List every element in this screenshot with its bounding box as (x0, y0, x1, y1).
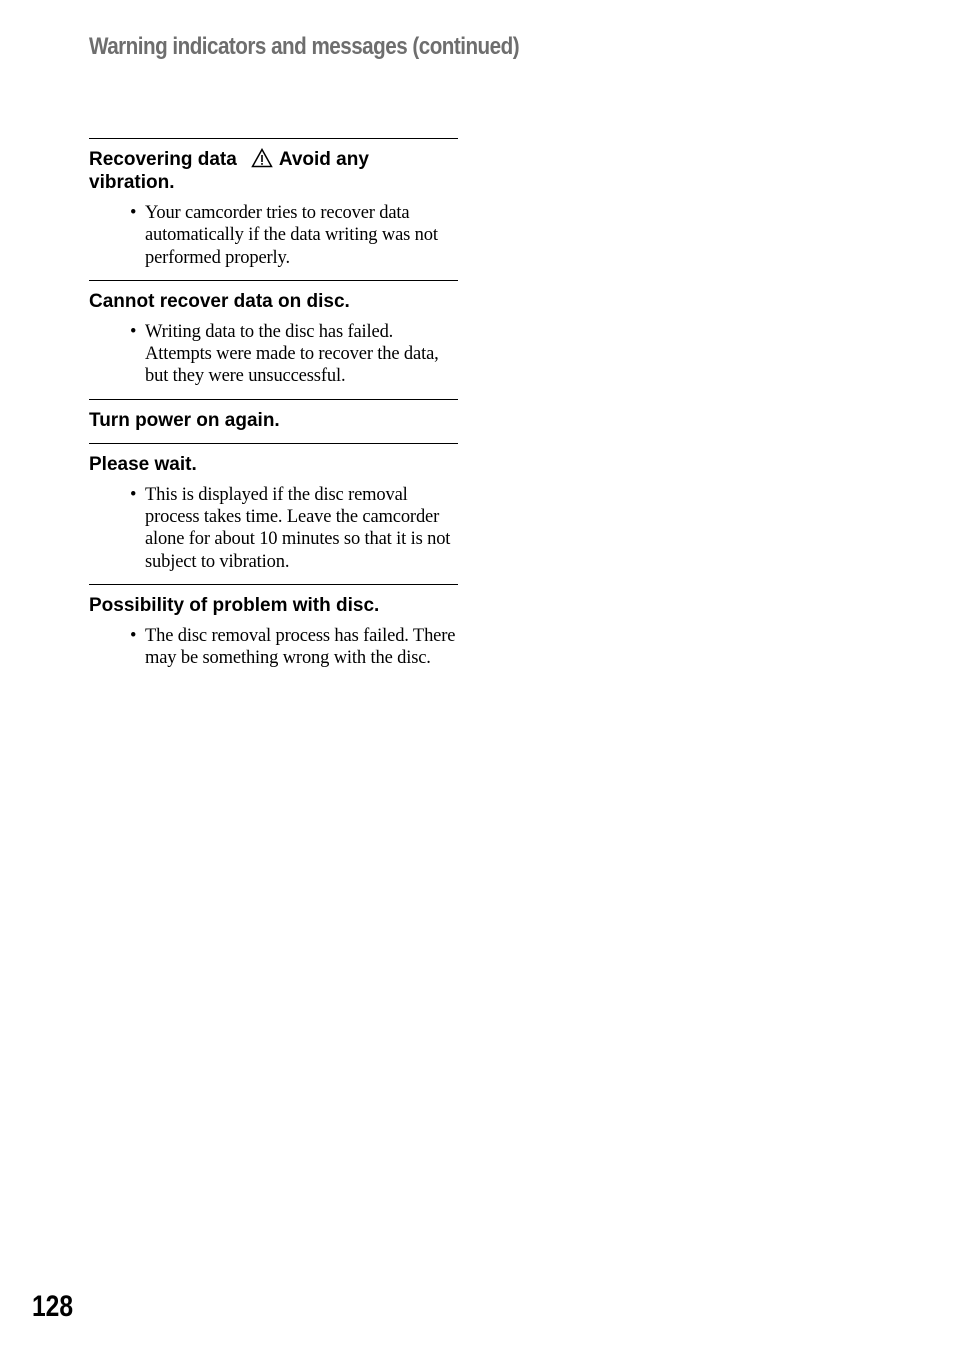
message-title: Please wait. (89, 453, 197, 475)
bullet-icon: • (130, 321, 137, 342)
list-item (89, 321, 458, 388)
message-title-part1: Recovering data (89, 149, 237, 170)
message-entry-cannot-recover (89, 280, 458, 399)
bullet-icon: • (130, 625, 137, 646)
bullet-text: Your camcorder tries to recover data automatically if the data writing was not performed properly. (145, 203, 438, 268)
bullet-text: Writing data to the disc has failed. Attempts were made to recover the data, but they were unsuccessful. (145, 321, 439, 387)
list-item (89, 202, 458, 269)
bullet-text: The disc removal process has failed. There may be something wrong with the disc. (145, 625, 456, 669)
list-item (89, 484, 458, 573)
message-details (89, 202, 458, 269)
bullet-text: This is displayed if the disc removal process takes time. Leave the camcorder alone for about 10 minutes so that it is not subject to vibration. (145, 484, 451, 572)
message-title: Turn power on again. (89, 409, 280, 431)
message-title-part2: Avoid any vibration. (89, 149, 369, 193)
message-details (89, 321, 458, 388)
warning-messages-list (89, 138, 458, 681)
message-entry-recovering-data (89, 138, 458, 280)
message-title: Cannot recover data on disc. (89, 290, 350, 312)
page-header-title: Warning indicators and messages (continued) (89, 33, 520, 60)
list-item (89, 625, 458, 670)
message-details (89, 484, 458, 573)
message-entry-problem-with-disc (89, 584, 458, 681)
bullet-icon: • (130, 484, 137, 505)
bullet-icon: • (130, 203, 137, 223)
page-number: 128 (32, 1290, 74, 1323)
message-entry-turn-power-on (89, 399, 458, 443)
message-entry-please-wait (89, 443, 458, 584)
message-title: Possibility of problem with disc. (89, 594, 380, 616)
warning-triangle-icon (251, 148, 273, 168)
message-details (89, 625, 458, 670)
message-title (89, 148, 458, 194)
